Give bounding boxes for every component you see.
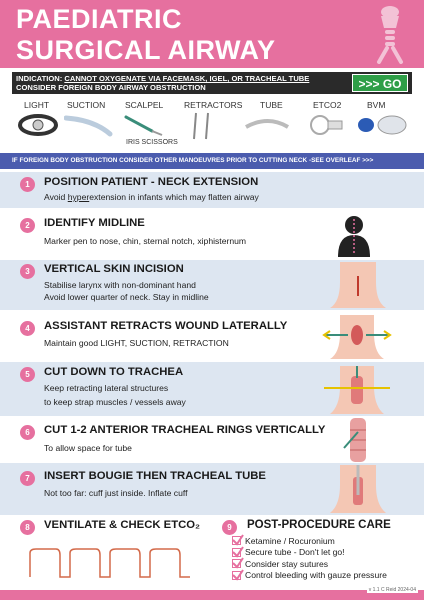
step-text-part: extension in infants which may flatten airway [89,192,259,202]
foreign-body-banner[interactable]: IF FOREIGN BODY OBSTRUCTION CONSIDER OTHER MANOEUVRES PRIOR TO CUTTING NECK -SEE OVERLEAF >>> [0,153,424,169]
retractors-icon [188,111,218,141]
post-care-title: POST-PROCEDURE CARE [247,519,391,531]
header [0,0,424,68]
cut-to-trachea-icon [322,366,392,414]
title-line-2: SURGICAL AIRWAY [16,35,276,65]
step-number: 6 [20,425,35,440]
larynx-icon [370,4,410,64]
step-text: Marker pen to nose, chin, sternal notch, xiphisternum [44,236,247,246]
equipment-suction-label: SUCTION [67,100,106,110]
equipment-etco2-label: ETCO2 [313,100,342,110]
step-1 [0,172,424,208]
checklist-item-label: Control bleeding with gauze pressure [245,570,387,581]
step-title: VENTILATE & CHECK ETCO₂ [44,519,201,531]
checkbox-icon[interactable] [232,559,241,568]
indication-line-2: CONSIDER FOREIGN BODY AIRWAY OBSTRUCTION [16,83,206,92]
indication-emphasis: CANNOT OXYGENATE VIA FACEMASK, IGEL, OR TRACHEAL TUBE [64,74,310,83]
checklist-item[interactable] [232,558,387,570]
checkbox-icon[interactable] [232,536,241,545]
step-text: Keep retracting lateral structures [44,383,169,393]
step-3 [0,260,424,310]
step-number: 1 [20,177,35,192]
retraction-icon [322,315,392,359]
equipment-light-label: LIGHT [24,100,50,110]
step-text: Avoid lower quarter of neck. Stay in midline [44,292,209,302]
step-title: INSERT BOUGIE THEN TRACHEAL TUBE [44,470,266,482]
equipment-scalpel-label: SCALPEL [125,100,164,110]
tube-icon [244,113,292,137]
title-line-1: PAEDIATRIC [16,4,182,34]
step-number: 4 [20,321,35,336]
scalpel-icon [122,113,166,137]
step-text-underlined: hyper [67,192,90,202]
go-button[interactable]: >>> GO [352,74,408,92]
step-title: IDENTIFY MIDLINE [44,217,145,229]
step-5 [0,362,424,416]
equipment-retractors-label: RETRACTORS [184,100,243,110]
step-title: VERTICAL SKIN INCISION [44,263,184,275]
step-text: To allow space for tube [44,443,132,453]
tube-insertion-icon [330,465,386,513]
checklist-item[interactable] [232,547,387,559]
equipment-iris-scissors-label: IRIS SCISSORS [126,139,178,146]
step-number: 2 [20,218,35,233]
step-text: Stabilise larynx with non-dominant hand [44,280,196,290]
footer-bar [0,590,424,600]
step-2 [0,210,424,258]
equipment-bvm-label: BVM [367,100,386,110]
step-title: ASSISTANT RETRACTS WOUND LATERALLY [44,320,288,332]
step-title: POSITION PATIENT - NECK EXTENSION [44,176,259,188]
step-text: to keep strap muscles / vessels away [44,397,186,407]
step-number: 8 [20,520,35,535]
step-text [44,191,259,203]
equipment-tube-label: TUBE [260,100,283,110]
step-number: 7 [20,471,35,486]
checklist-item-label: Secure tube - Don't let go! [245,547,345,558]
tracheal-rings-icon [340,418,376,462]
bvm-icon [352,111,412,139]
checkbox-icon[interactable] [232,548,241,557]
step-number: 3 [20,264,35,279]
step-text-part: Avoid [44,192,68,202]
checkbox-icon[interactable] [232,571,241,580]
checklist-item-label: Ketamine / Rocuronium [245,535,335,546]
step-4 [0,312,424,360]
step-title: CUT 1-2 ANTERIOR TRACHEAL RINGS VERTICALLY [44,424,326,436]
headlight-icon [18,113,58,137]
step-7 [0,463,424,515]
suction-icon [64,114,114,138]
etco2-icon [306,111,346,139]
indication-prefix: INDICATION: [16,74,65,83]
step-text: Maintain good LIGHT, SUCTION, RETRACTION [44,338,229,348]
midline-figure-icon [332,213,376,257]
step-number: 9 [222,520,237,535]
post-care-checklist [232,535,387,581]
step-6 [0,418,424,462]
version-label: v 1.1 C Reid 2024-04 [368,587,416,593]
checklist-item[interactable] [232,570,387,582]
step-text: Not too far: cuff just inside. Inflate cuff [44,488,188,498]
step-number: 5 [20,367,35,382]
equipment-row [0,99,424,151]
step-title: CUT DOWN TO TRACHEA [44,366,184,378]
capnography-waveform [28,545,208,581]
checklist-item[interactable] [232,535,387,547]
checklist-item-label: Consider stay sutures [245,558,329,569]
skin-incision-icon [330,262,386,308]
